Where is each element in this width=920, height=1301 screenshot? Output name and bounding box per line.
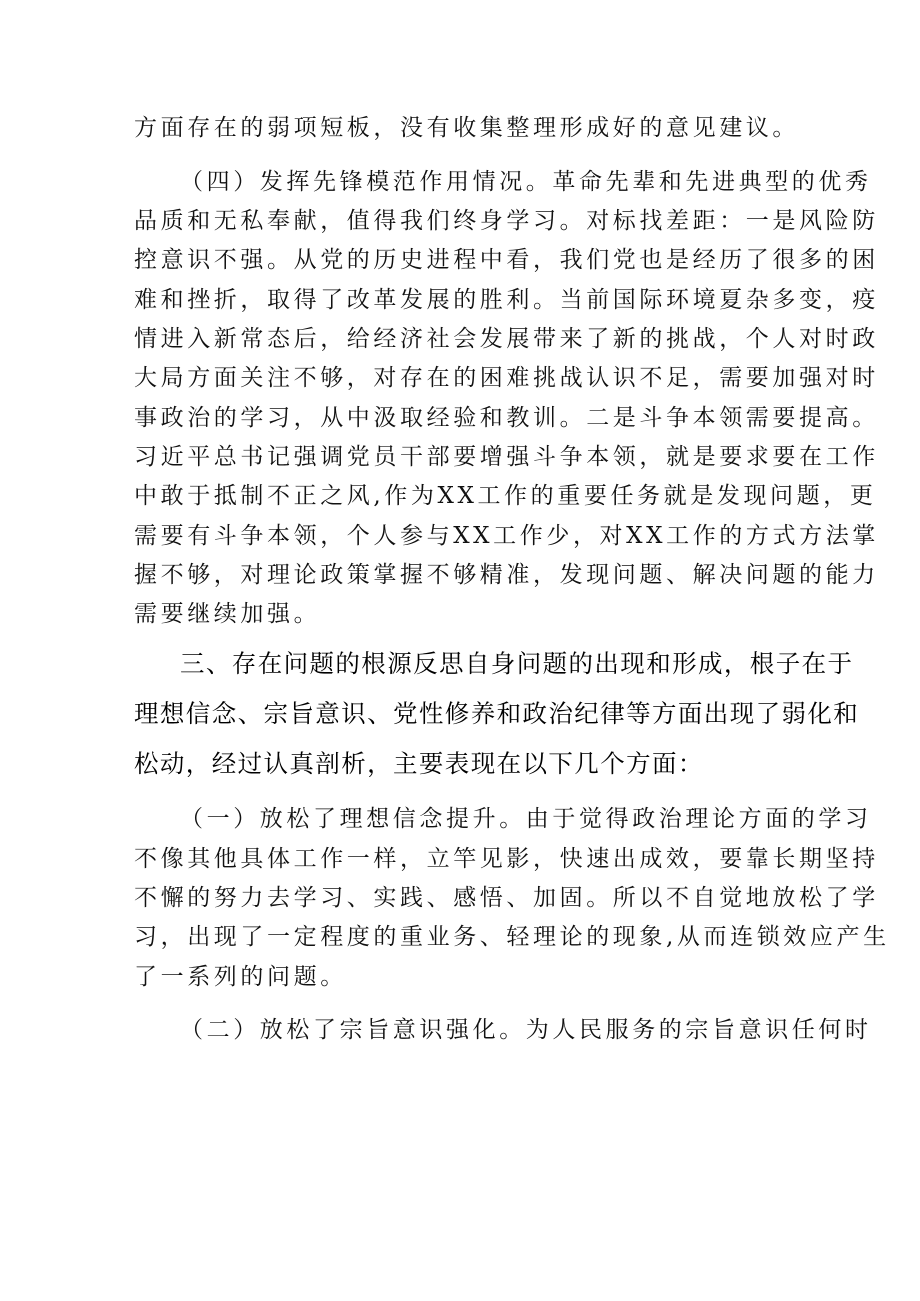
paragraph-line: 握不够，对理论政策掌握不够精准，发现问题、解决问题的能力 [134,562,879,588]
paragraph-line: （四）发挥先锋模范作用情况。革命先辈和先进典型的优秀 [180,169,872,195]
paragraph-line: 不懈的努力去学习、实践、感悟、加固。所以不自觉地放松了学 [134,885,879,911]
paragraph-line: 需要继续加强。 [134,601,321,627]
paragraph-line: 事政治的学习，从中汲取经验和教训。二是斗争本领需要提高。 [134,405,879,431]
paragraph-line: 需要有斗争本领，个人参与XX工作少，对XX工作的方式方法掌 [134,523,879,549]
paragraph-line: （二）放松了宗旨意识强化。为人民服务的宗旨意识任何时 [180,1017,872,1043]
paragraph-line: 了一系列的问题。 [134,964,347,990]
paragraph-line: 不像其他具体工作一样，立竿见影，快速出成效，要靠长期坚持 [134,846,879,872]
section-heading-line: 松动，经过认真剖析，主要表现在以下几个方面： [134,749,704,778]
section-heading-line: 三、存在问题的根源反思自身问题的出现和形成，根子在于 [180,649,854,678]
paragraph-line: 大局方面关注不够，对存在的困难挑战认识不足，需要加强对时 [134,365,879,391]
paragraph-line: 难和挫折，取得了改革发展的胜利。当前国际环境夏杂多变，疫 [134,287,879,313]
section-heading-line: 理想信念、宗旨意识、党性修养和政治纪律等方面出现了弱化和 [134,699,860,728]
paragraph-line: 方面存在的弱项短板，没有收集整理形成好的意见建议。 [134,115,799,141]
paragraph-line: 中敢于抵制不正之风,作为XX工作的重要任务就是发现问题，更 [134,483,877,509]
paragraph-line: 品质和无私奉献，值得我们终身学习。对标找差距：一是风险防 [134,208,879,234]
paragraph-line: 习，出现了一定程度的重业务、轻理论的现象,从而连锁效应产生 [134,924,890,950]
paragraph-line: 习近平总书记强调党员干部要增强斗争本领，就是要求要在工作 [134,444,879,470]
paragraph-line: （一）放松了理想信念提升。由于觉得政治理论方面的学习 [180,806,872,832]
paragraph-line: 控意识不强。从党的历史进程中看，我们党也是经历了很多的困 [134,247,879,273]
paragraph-line: 情进入新常态后，给经济社会发展带来了新的挑战，个人对时政 [134,326,879,352]
